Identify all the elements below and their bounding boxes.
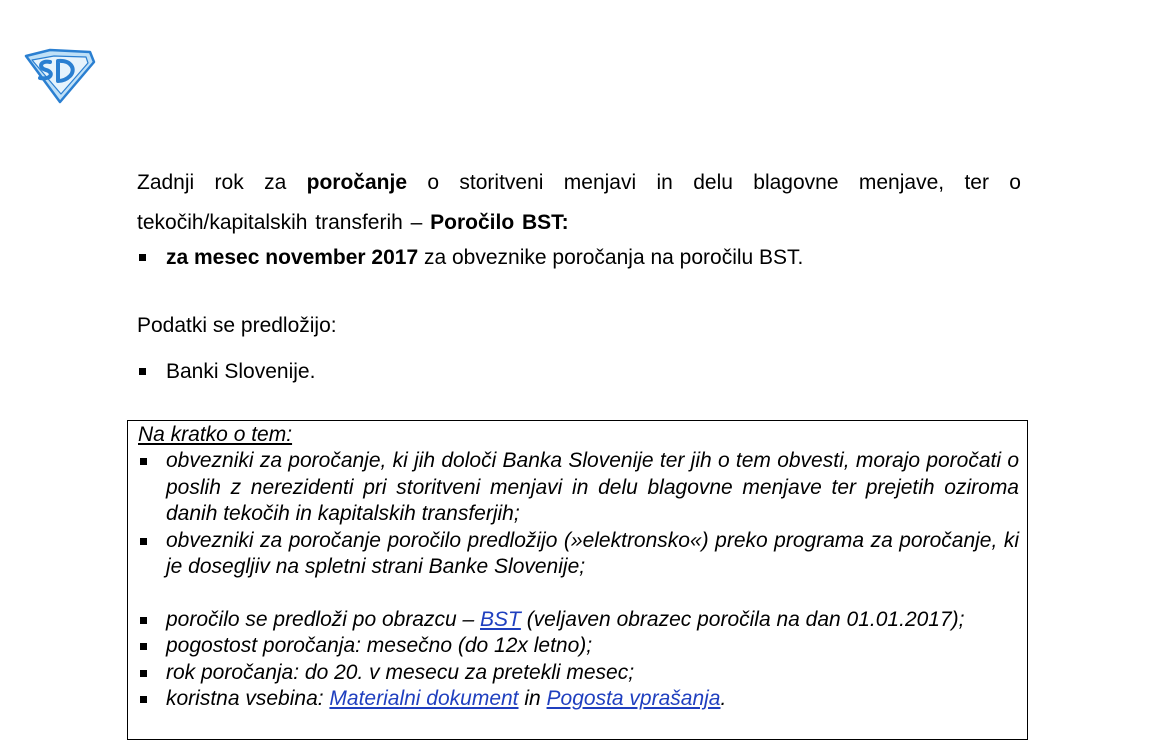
submit-label: Podatki se predložijo:: [137, 314, 337, 337]
intro-bold-reporting: poročanje: [306, 171, 407, 194]
faq-link[interactable]: Pogosta vprašanja: [546, 687, 721, 710]
summary-title: Na kratko o tem:: [138, 423, 293, 446]
bullet-icon: [139, 254, 146, 261]
bullet-icon: [140, 670, 147, 677]
material-document-link[interactable]: Materialni dokument: [329, 687, 519, 710]
summary-item: poročilo se predloži po obrazcu – BST (veljaven obrazec poročila na dan 01.01.2017);: [138, 607, 1019, 634]
bullet-icon: [140, 696, 147, 703]
bullet-icon: [140, 643, 147, 650]
logo-icon: [20, 48, 96, 104]
intro-paragraph: Zadnji rok za poročanje o storitveni menjavi in delu blagovne menjave, ter o tekočih/kapitalskih transferih – Poročilo BST:: [137, 171, 1021, 234]
summary-box: [127, 420, 1028, 740]
summary-item: koristna vsebina: Materialni dokument in Pogosta vprašanja.: [138, 686, 1019, 713]
intro-bold-report-name: Poročilo BST:: [430, 211, 569, 234]
period-item: za mesec november 2017 za obveznike poročanja na poročilu BST.: [137, 243, 1021, 273]
bullet-icon: [140, 538, 147, 545]
submit-item: Banki Slovenije.: [137, 357, 1021, 387]
bullet-icon: [139, 368, 146, 375]
summary-item: rok poročanja: do 20. v mesecu za pretekli mesec;: [138, 660, 1019, 687]
summary-item: pogostost poročanja: mesečno (do 12x letno);: [138, 633, 1019, 660]
summary-item: obvezniki za poročanje, ki jih določi Banka Slovenije ter jih o tem obvesti, morajo poročati o poslih z nerezidenti pri storitveni menjavi in delu blagovne menjave ter prejetih oziroma danih tekočih in kapitalskih transferjih;: [138, 448, 1019, 528]
document-body: [137, 163, 1021, 387]
summary-item: obvezniki za poročanje poročilo predložijo (»elektronsko«) preko programa za poročanje, ki je dosegljiv na spletni strani Banke Slovenije;: [138, 528, 1019, 581]
bst-form-link[interactable]: BST: [480, 607, 521, 631]
bullet-icon: [140, 617, 147, 624]
bullet-icon: [140, 458, 147, 465]
